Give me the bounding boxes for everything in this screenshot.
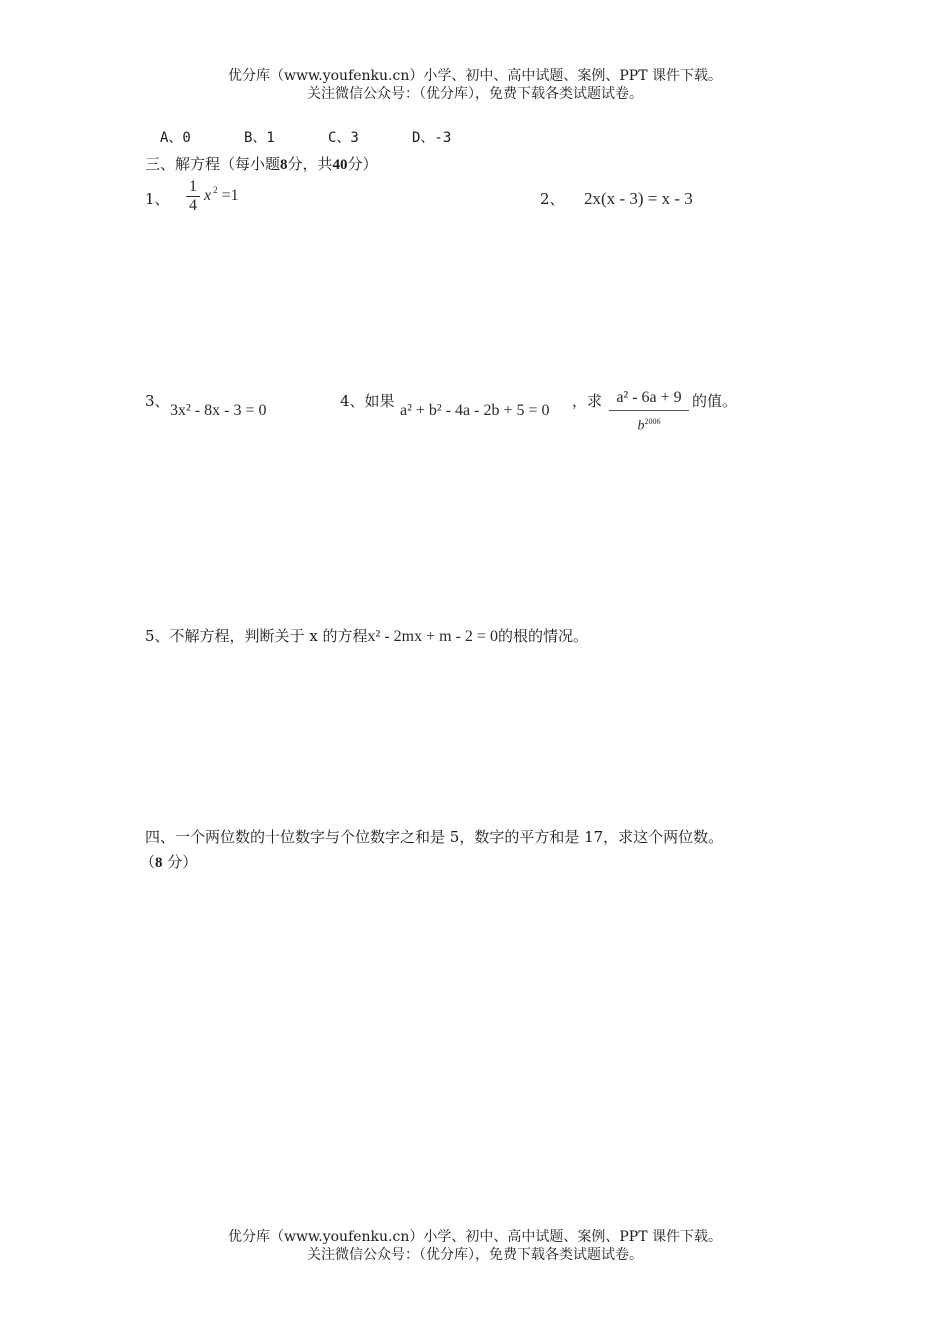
- question-4-fraction: [609, 388, 689, 438]
- score-total: 40: [332, 157, 348, 173]
- question-5: 5、不解方程，判断关于 x 的方程x² - 2mx + m - 2 = 0的根的情况。: [145, 627, 588, 645]
- score-each: 8: [280, 157, 288, 173]
- section-3-title: 三、解方程（每小题8分，共40分）: [145, 155, 378, 173]
- question-1-equation: $\frac{1}{4}$ x $^2$ =1: [186, 178, 239, 215]
- footer-line-1: 优分库（www.youfenku.cn）小学、初中、高中试题、案例、PPT 课件下载。: [227, 1229, 722, 1245]
- question-2-number: 2、: [540, 190, 565, 208]
- option-b: B、1: [244, 130, 275, 146]
- footer-line-2: 关注微信公众号：（优分库），免费下载各类试题试卷。: [307, 1247, 643, 1263]
- answer-options: [160, 127, 496, 147]
- question-4-condition: a² + b² - 4a - 2b + 5 = 0: [400, 402, 550, 419]
- question-4-label: 4、如果: [340, 392, 395, 410]
- fraction-denominator: $b^{2006}$: [637, 417, 661, 434]
- fraction-numerator: a² - 6a + 9: [616, 389, 682, 406]
- option-c: C、3: [328, 130, 359, 146]
- question-4-ask: ，求: [572, 392, 603, 410]
- section-4-question: 四、一个两位数的十位数字与个位数字之和是 5，数字的平方和是 17，求这个两位数。: [145, 828, 724, 846]
- fraction: $\frac{1}{4}$: [186, 178, 200, 215]
- question-3-equation: 3x² - 8x - 3 = 0: [170, 402, 267, 419]
- header-line-2: 关注微信公众号：（优分库），免费下载各类试题试卷。: [307, 86, 643, 102]
- option-a: A、0: [160, 130, 191, 146]
- question-3-number: 3、: [145, 392, 170, 410]
- question-2-equation: 2x(x - 3) = x - 3: [584, 189, 693, 208]
- section-4-score: （8 分）: [140, 853, 198, 871]
- question-4-suffix: 的值。: [692, 392, 738, 410]
- question-5-equation: x² - 2mx + m - 2 = 0: [367, 628, 498, 645]
- question-1-number: 1、: [145, 190, 170, 208]
- option-d: D、-3: [412, 130, 452, 146]
- header-line-1: 优分库（www.youfenku.cn）小学、初中、高中试题、案例、PPT 课件下载。: [227, 68, 722, 84]
